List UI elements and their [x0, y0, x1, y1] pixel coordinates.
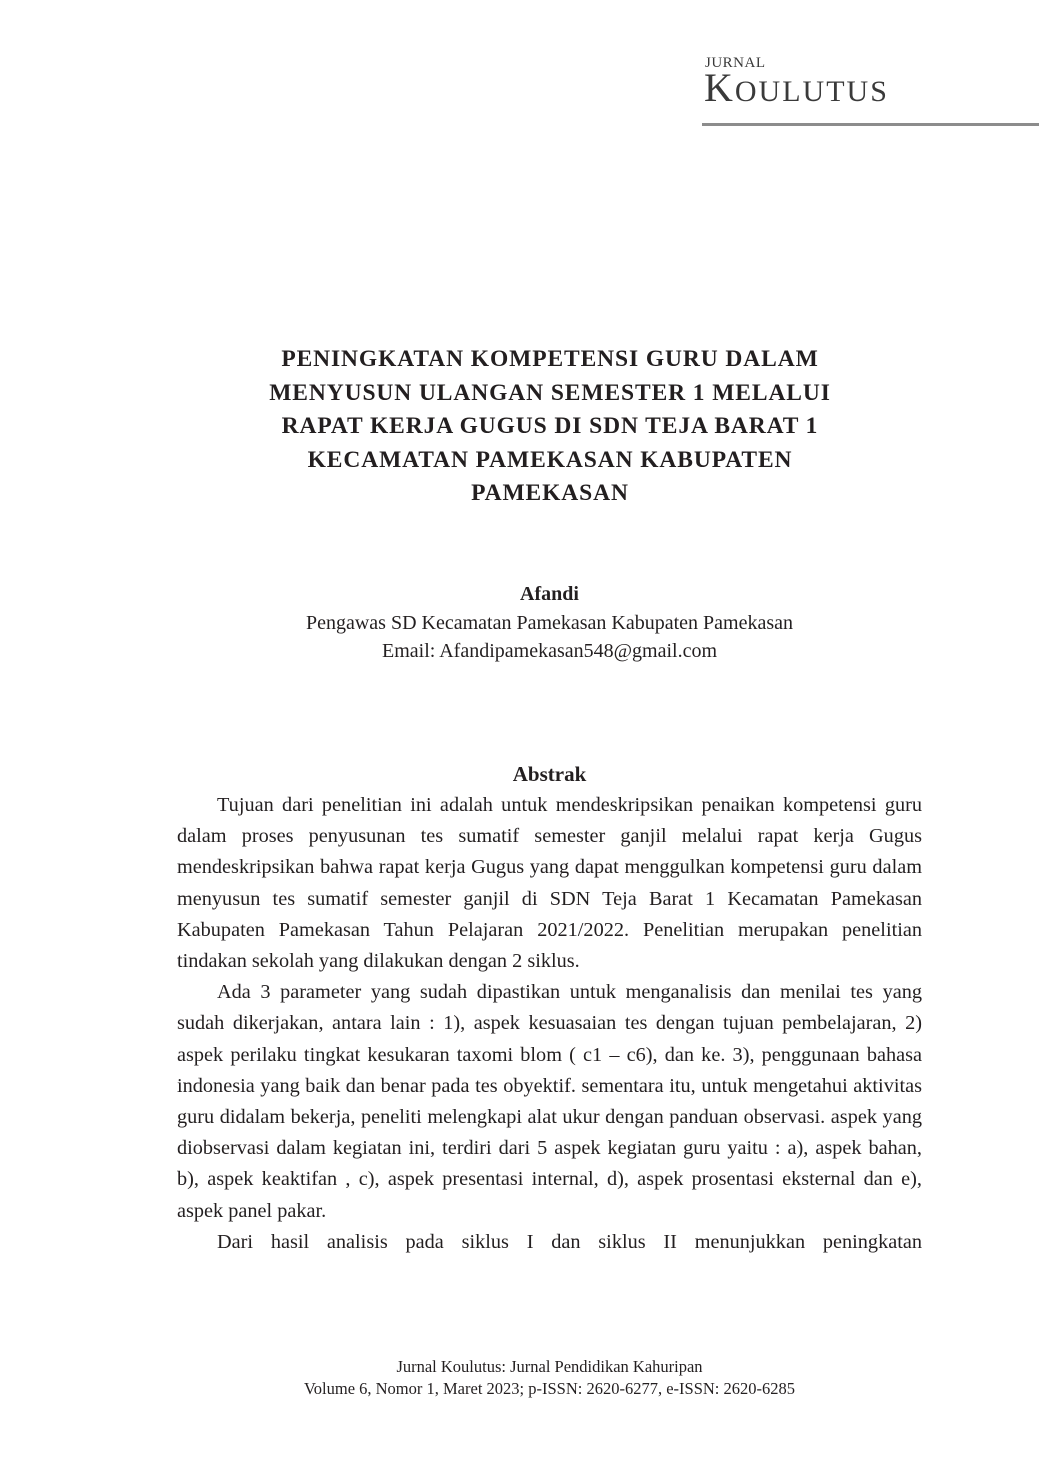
title-line: PENINGKATAN KOMPETENSI GURU DALAM [281, 346, 819, 372]
journal-name-rest: OULUTUS [734, 75, 889, 108]
abstract-paragraph: Dari hasil analisis pada siklus I dan siklus II menunjukkan peningkatan [217, 1230, 922, 1253]
author-name: Afandi [520, 583, 579, 605]
journal-name [704, 65, 972, 112]
author-affiliation: Pengawas SD Kecamatan Pamekasan Kabupaten Pamekasan [305, 612, 794, 634]
masthead-rule [702, 123, 1039, 126]
abstract-body [177, 790, 922, 1258]
abstract-paragraph: Tujuan dari penelitian ini adalah untuk mendeskripsikan penaikan kompetensi guru dalam proses penyusunan tes sumatif semester ganjil melalui rapat kerja Gugus mendeskripsikan bahwa rapat kerja Gugus yang dapat menggulkan kompetensi guru dalam menyusun tes sumatif semester ganjil di SDN Teja Barat 1 Kecamatan Pamekasan Kabupaten Pamekasan Tahun Pelajaran 2021/2022. Penelitian merupakan penelitian tindakan sekolah yang dilakukan dengan 2 siklus. [177, 794, 922, 973]
journal-name-initial: K [704, 65, 735, 110]
footer-journal-line: Jurnal Koulutus: Jurnal Pendidikan Kahuripan [396, 1357, 703, 1376]
title-line: MENYUSUN ULANGAN SEMESTER 1 MELALUI [269, 379, 831, 406]
title-line: KECAMATAN PAMEKASAN KABUPATEN [307, 446, 793, 473]
journal-masthead [704, 56, 972, 112]
article-title [190, 343, 910, 511]
title-line: RAPAT KERJA GUGUS DI SDN TEJA BARAT 1 [281, 413, 819, 439]
title-line: PAMEKASAN [471, 480, 629, 506]
journal-label: JURNAL [705, 55, 766, 71]
page-footer [0, 1356, 1039, 1400]
author-email: Email: Afandipamekasan548@gmail.com [382, 640, 717, 662]
abstract-paragraph: Ada 3 parameter yang sudah dipastikan untuk menganalisis dan menilai tes yang sudah dikerjakan, antara lain : 1), aspek kesuasaian tes dengan tujuan pembelajaran, 2) aspek perilaku tingkat kesukaran taxomi blom ( c1 – c6), dan ke. 3), penggunaan bahasa indonesia yang baik dan benar pada tes obyektif. sementara itu, untuk mengetahui aktivitas guru didalam bekerja, peneliti melengkapi alat ukur dengan panduan observasi. aspek yang diobservasi dalam kegiatan ini, terdiri dari 5 aspek kegiatan guru yaitu : a), aspek bahan, b), aspek keaktifan , c), aspek presentasi internal, d), aspek prosentasi eksternal dan e), aspek panel pakar. [177, 981, 922, 1222]
footer-volume-line: Volume 6, Nomor 1, Maret 2023; p-ISSN: 2620-6277, e-ISSN: 2620-6285 [303, 1379, 795, 1398]
abstract-heading: Abstrak [512, 762, 587, 786]
